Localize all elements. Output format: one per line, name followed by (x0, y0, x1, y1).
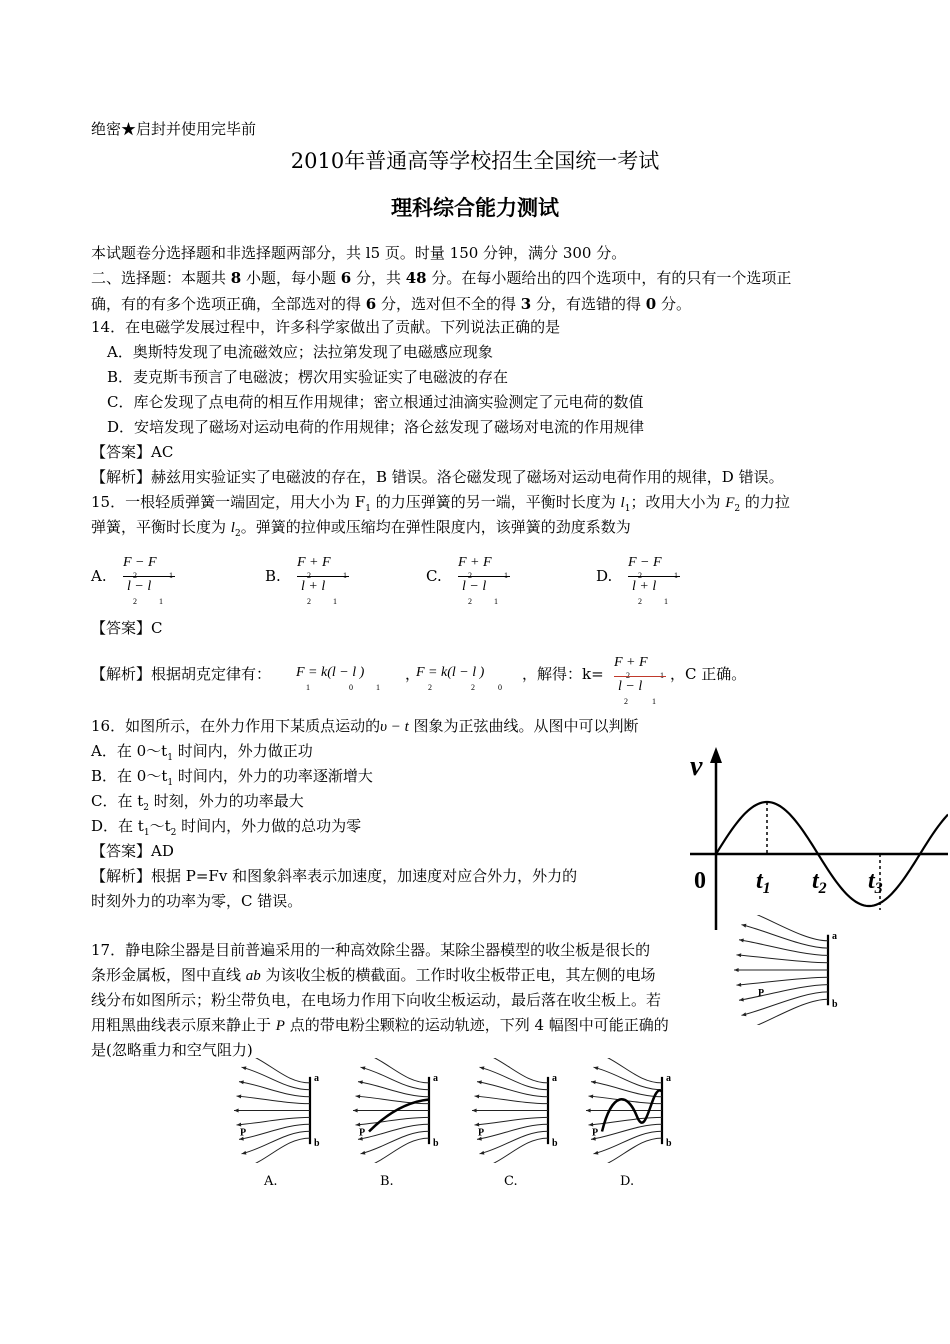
exam-title: 2010年普通高等学校招生全国统一考试 (290, 149, 660, 173)
t1-label: $t_1$ (756, 868, 771, 897)
q15-option-fraction: F − F l + l 2 1 (628, 555, 688, 609)
vt-sine-graph (686, 745, 948, 935)
label-p: P (478, 1127, 485, 1139)
hooke-eq2: F = k(l − l ) 2 2 0 (416, 665, 502, 692)
label-a: a (433, 1072, 438, 1084)
q16-analysis: 【解析】根据 P=Fv 和图象斜率表示加速度，加速度对应合外力，外力的 (91, 867, 578, 885)
q14-analysis: 【解析】赫兹用实验证实了电磁波的存在，B 错误。洛仑磁发现了磁场对运动电荷作用的规律，D 错误。 (91, 468, 784, 486)
choice-figure-c (466, 1058, 566, 1163)
label-b: b (832, 999, 838, 1011)
q15-option-label: C. (426, 567, 442, 585)
q15-option-label: B. (265, 567, 281, 585)
section-instructions-cont: 确，有的有多个选项正确，全部选对的得 6 分，选对但不全的得 3 分，有选错的得 0 分。 (91, 295, 691, 313)
q17-stem-1: 17．静电除尘器是目前普遍采用的一种高效除尘器。某除尘器模型的收尘板是很长的 (91, 941, 651, 959)
label-b: b (666, 1138, 672, 1150)
confidential-note: 绝密★启封并使用完毕前 (91, 120, 257, 138)
choice-figure-a (228, 1058, 328, 1163)
q16-option-b: B．在 $0\sim t_1$ 时间内，外力的功率逐渐增大 (91, 767, 373, 788)
q15-analysis: 【解析】根据胡克定律有： (91, 665, 272, 683)
choice-figure-b (347, 1058, 447, 1163)
q15-analysis-end: ，C 正确。 (670, 665, 747, 683)
q15-answer: 【答案】C (91, 619, 163, 637)
v-axis-label: v (690, 751, 703, 782)
label-p: P (592, 1127, 599, 1139)
exam-subtitle: 理科综合能力测试 (391, 196, 559, 220)
q14-option-c: C．库仑发现了点电荷的相互作用规律；密立根通过油滴实验测定了元电荷的数值 (107, 393, 644, 411)
label-a: a (832, 930, 837, 942)
choice-figure-d (580, 1058, 680, 1163)
q16-answer: 【答案】AD (91, 842, 174, 860)
q14-answer: 【答案】AC (91, 443, 174, 461)
choice-label-a: A. (264, 1174, 278, 1189)
q15-option-fraction: F + F l + l 2 1 (297, 555, 357, 609)
t3-label: $t_3$ (868, 868, 883, 897)
q16-analysis-cont: 时刻外力的功率为零，C 错误。 (91, 892, 303, 910)
label-b: b (314, 1138, 320, 1150)
intro-line: 本试题卷分选择题和非选择题两部分，共 l5 页。时量 150 分钟，满分 300 分。 (91, 244, 627, 262)
q15-option-label: A. (91, 567, 107, 585)
eq-separator: ， (405, 665, 421, 683)
label-a: a (314, 1072, 319, 1084)
choice-label-b: B. (380, 1174, 394, 1189)
label-b: b (433, 1138, 439, 1150)
origin-label: 0 (694, 868, 706, 894)
section-instructions: 二、选择题：本题共 8 小题，每小题 6 分，共 48 分。在每小题给出的四个选项中，有的只有一个选项正 (91, 269, 792, 287)
q17-stem-4: 用粗黑曲线表示原来静止于 P 点的带电粉尘颗粒的运动轨迹，下列 4 幅图中可能正确的 (91, 1016, 669, 1034)
q15-stem-cont: 弹簧，平衡时长度为 $l_2$。弹簧的拉伸或压缩均在弹性限度内，该弹簧的劲度系数为 (91, 518, 631, 539)
q14-option-a: A．奥斯特发现了电流磁效应；法拉第发现了电磁感应现象 (107, 343, 493, 361)
result-fraction: F + F l − l 2 1 (614, 655, 674, 705)
q16-option-d: D．在 $t_1\sim t_2$ 时间内，外力做的总功为零 (91, 817, 362, 838)
q16-option-a: A．在 $0\sim t_1$ 时间内，外力做正功 (91, 742, 313, 763)
label-a: a (552, 1072, 557, 1084)
q15-option-fraction: F + F l − l 2 1 (458, 555, 518, 609)
q16-option-c: C．在 $t_2$ 时刻，外力的功率最大 (91, 792, 304, 813)
q15-stem: 15．一根轻质弹簧一端固定，用大小为 $F_1$ 的力压弹簧的另一端，平衡时长度为 $l_1$；改用大小为 $F_2$ 的力拉 (91, 493, 790, 514)
q17-stem-3: 线分布如图所示；粉尘带负电，在电场力作用下向收尘板运动，最后落在收尘板上。若 (91, 991, 662, 1009)
collector-field-figure (728, 915, 848, 1025)
label-p: P (240, 1127, 247, 1139)
label-b: b (552, 1138, 558, 1150)
choice-label-c: C. (504, 1174, 518, 1189)
hooke-eq1: F = k(l − l ) 1 0 1 (296, 665, 380, 692)
q15-analysis-solve: ，解得：k= (522, 665, 604, 683)
q17-stem-2: 条形金属板，图中直线 ab 为该收尘板的横截面。工作时收尘板带正电，其左侧的电场 (91, 966, 656, 984)
q14-option-d: D．安培发现了磁场对运动电荷的作用规律；洛仑兹发现了磁场对电流的作用规律 (107, 418, 645, 436)
q14-option-b: B．麦克斯韦预言了电磁波；楞次用实验证实了电磁波的存在 (107, 368, 509, 386)
q15-option-label: D. (596, 567, 613, 585)
q15-option-fraction: F − F l − l 2 1 (123, 555, 183, 609)
label-p: P (359, 1127, 366, 1139)
choice-label-d: D. (620, 1174, 635, 1189)
q14-stem: 14．在电磁学发展过程中，许多科学家做出了贡献。下列说法正确的是 (91, 318, 561, 336)
q16-stem: 16．如图所示，在外力作用下某质点运动的υ − t 图象为正弦曲线。从图中可以判断 (91, 717, 639, 735)
q17-stem-5: 是(忽略重力和空气阻力) (91, 1041, 253, 1059)
label-p: P (758, 988, 765, 999)
label-a: a (666, 1072, 671, 1084)
t2-label: $t_2$ (812, 868, 827, 897)
